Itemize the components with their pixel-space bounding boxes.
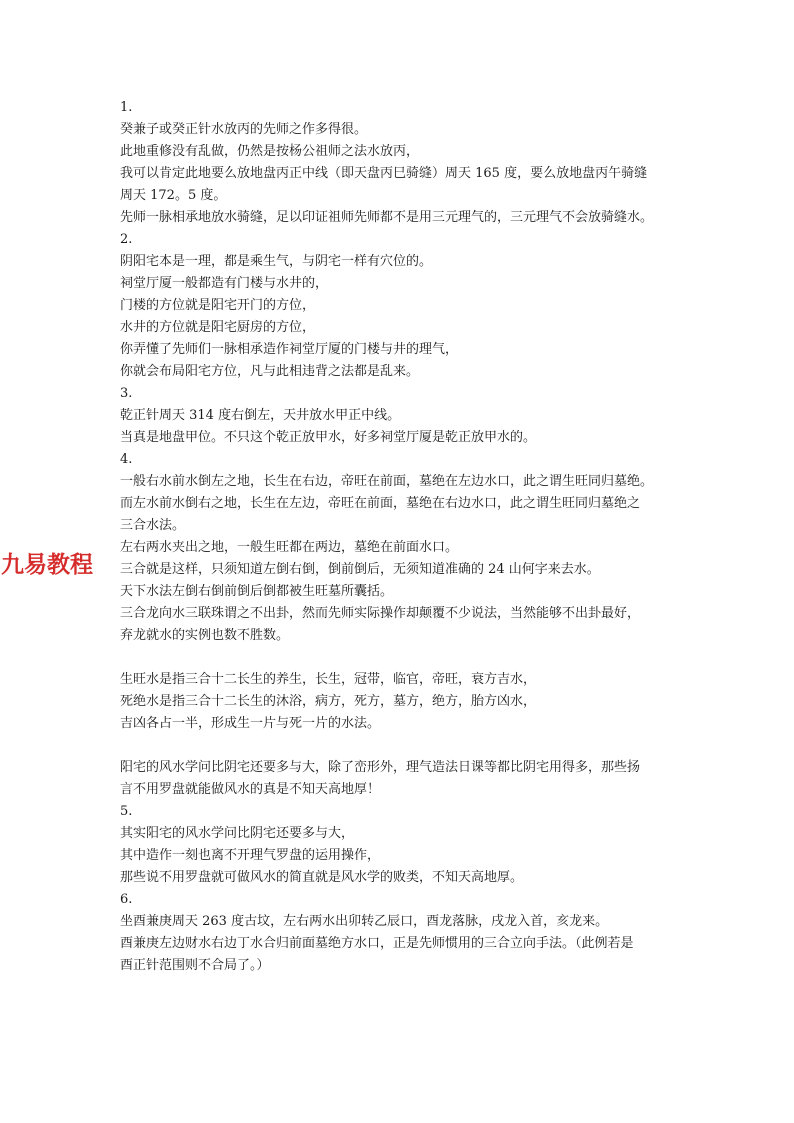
text-line: 乾正针周天 314 度右倒左，天井放水甲正中线。 <box>120 408 401 423</box>
text-line: 水井的方位就是阳宅厨房的方位， <box>120 320 316 335</box>
text-line: 坐酉兼庚周天 263 度古坟，左右两水出卯转乙辰口，酉龙落脉，戌龙入首，亥龙来。 <box>120 914 609 929</box>
text-line: 周天 172。5 度。 <box>120 188 227 203</box>
text-line: 祠堂厅厦一般都造有门楼与水井的， <box>120 276 329 291</box>
text-line: 你弄懂了先师们一脉相承造作祠堂厅厦的门楼与井的理气， <box>120 342 459 357</box>
text-line <box>120 735 682 757</box>
text-line: 三合龙向水三联珠谓之不出卦，然而先师实际操作却颠覆不少说法，当然能够不出卦最好， <box>120 606 641 621</box>
text-line: 5. <box>120 804 133 819</box>
watermark-logo: 九易教程 <box>1 552 93 578</box>
text-line <box>120 647 682 669</box>
text-line: 三合水法。 <box>120 518 186 533</box>
text-line: 而左水前水倒右之地，长生在左边，帝旺在前面，墓绝在右边水口，此之谓生旺同归墓绝之 <box>120 496 641 511</box>
text-line: 生旺水是指三合十二长生的养生，长生，冠带，临官，帝旺，衰方吉水， <box>120 672 537 687</box>
text-line: 言不用罗盘就能做风水的真是不知天高地厚！ <box>120 782 381 797</box>
text-line: 我可以肯定此地要么放地盘丙正中线（即天盘丙巳骑缝）周天 165 度，要么放地盘丙午骑缝 <box>120 166 648 181</box>
text-line: 其中造作一刻也离不开理气罗盘的运用操作， <box>120 848 381 863</box>
text-line: 吉凶各占一半，形成生一片与死一片的水法。 <box>120 716 381 731</box>
text-line: 当真是地盘甲位。不只这个乾正放甲水，好多祠堂厅厦是乾正放甲水的。 <box>120 430 537 445</box>
text-line: 酉兼庚左边财水右边丁水合归前面墓绝方水口，正是先师惯用的三合立向手法。（此例若是 <box>120 936 634 951</box>
text-line: 1. <box>120 100 133 115</box>
text-line: 癸兼子或癸正针水放丙的先师之作多得很。 <box>120 122 368 137</box>
text-line: 那些说不用罗盘就可做风水的简直就是风水学的败类，不知天高地厚。 <box>120 870 524 885</box>
text-line: 3. <box>120 386 133 401</box>
text-line: 阳宅的风水学问比阴宅还要多与大，除了峦形外，理气造法日课等都比阴宅用得多，那些扬 <box>120 760 641 775</box>
text-line: 其实阳宅的风水学问比阴宅还要多与大， <box>120 826 355 841</box>
text-line: 先师一脉相承地放水骑缝，足以印证祖师先师都不是用三元理气的，三元理气不会放骑缝水。 <box>120 210 654 225</box>
text-line: 阴阳宅本是一理，都是乘生气，与阴宅一样有穴位的。 <box>120 254 433 269</box>
text-line: 天下水法左倒右倒前倒后倒都被生旺墓所囊括。 <box>120 584 394 599</box>
text-line: 6. <box>120 892 133 907</box>
document-body <box>120 97 682 977</box>
text-line: 2. <box>120 232 133 247</box>
text-line: 此地重修没有乱做，仍然是按杨公祖师之法水放丙， <box>120 144 420 159</box>
text-line: 左右两水夹出之地，一般生旺都在两边，墓绝在前面水口。 <box>120 540 459 555</box>
text-line: 死绝水是指三合十二长生的沐浴，病方，死方，墓方，绝方，胎方凶水， <box>120 694 537 709</box>
text-line: 酉正针范围则不合局了。） <box>120 958 270 973</box>
text-line: 弃龙就水的实例也数不胜数。 <box>120 628 290 643</box>
text-line: 一般右水前水倒左之地，长生在右边，帝旺在前面，墓绝在左边水口，此之谓生旺同归墓绝。 <box>120 474 654 489</box>
text-line: 你就会布局阳宅方位，凡与此相违背之法都是乱来。 <box>120 364 420 379</box>
text-line: 三合就是这样，只须知道左倒右倒，倒前倒后，无须知道准确的 24 山何字来去水。 <box>120 562 600 577</box>
text-line: 4. <box>120 452 133 467</box>
text-line: 门楼的方位就是阳宅开门的方位， <box>120 298 316 313</box>
